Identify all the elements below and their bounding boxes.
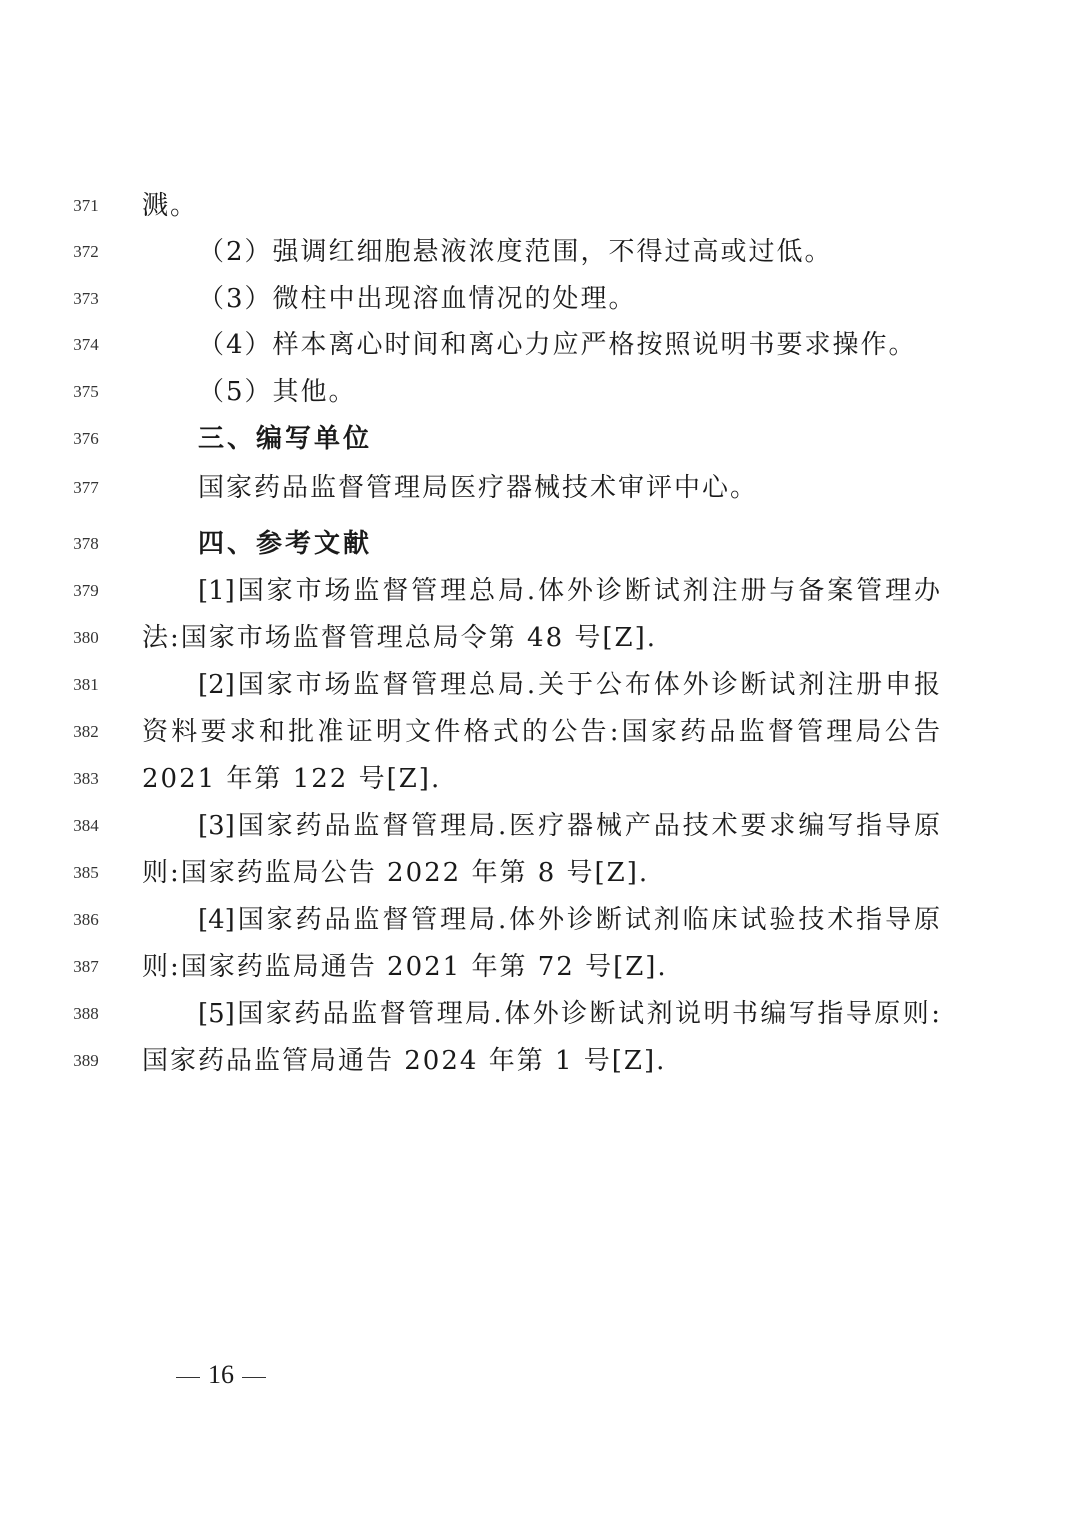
page-footer	[168, 1360, 274, 1390]
line-number: 387	[73, 957, 99, 976]
line-text: 2021 年第 122 号[Z].	[142, 764, 442, 794]
line-number: 371	[73, 196, 99, 215]
section-heading: 三、编写单位	[198, 424, 373, 454]
document-line	[0, 524, 1080, 564]
line-number: 389	[73, 1051, 99, 1070]
document-line	[0, 419, 1080, 459]
line-number: 372	[73, 242, 99, 261]
document-line	[0, 712, 1080, 752]
line-number: 385	[73, 863, 99, 882]
footer-dash-right	[242, 1377, 266, 1378]
document-line	[0, 618, 1080, 658]
line-text: （3）微柱中出现溶血情况的处理。	[198, 284, 637, 314]
line-number: 375	[73, 382, 99, 401]
document-line	[0, 665, 1080, 705]
document-line	[0, 759, 1080, 799]
reference-item: [3]国家药品监督管理局.医疗器械产品技术要求编写指导原	[198, 811, 940, 841]
line-text: 资料要求和批准证明文件格式的公告:国家药品监督管理局公告	[142, 717, 940, 747]
line-number: 383	[73, 769, 99, 788]
document-line	[0, 325, 1080, 365]
line-text: 法:国家市场监督管理总局令第 48 号[Z].	[142, 623, 657, 653]
line-text: 国家药品监督管理局医疗器械技术审评中心。	[198, 473, 759, 503]
document-line	[0, 571, 1080, 611]
line-number: 376	[73, 429, 99, 448]
document-line	[0, 806, 1080, 846]
line-text: 则:国家药监局公告 2022 年第 8 号[Z].	[142, 858, 650, 888]
line-number: 382	[73, 722, 99, 741]
line-number: 380	[73, 628, 99, 647]
document-line	[0, 853, 1080, 893]
page-number: 16	[208, 1360, 234, 1389]
document-line	[0, 900, 1080, 940]
document-line	[0, 468, 1080, 508]
document-line	[0, 232, 1080, 272]
line-number: 379	[73, 581, 99, 600]
line-text: （2）强调红细胞悬液浓度范围，不得过高或过低。	[198, 237, 833, 267]
document-line	[0, 947, 1080, 987]
line-text: 则:国家药监局通告 2021 年第 72 号[Z].	[142, 952, 668, 982]
reference-item: [5]国家药品监督管理局.体外诊断试剂说明书编写指导原则:	[198, 999, 940, 1029]
document-line	[0, 372, 1080, 412]
line-number: 386	[73, 910, 99, 929]
reference-item: [4]国家药品监督管理局.体外诊断试剂临床试验技术指导原	[198, 905, 940, 935]
reference-item: [2]国家市场监督管理总局.关于公布体外诊断试剂注册申报	[198, 670, 940, 700]
line-number: 381	[73, 675, 99, 694]
document-line	[0, 1041, 1080, 1081]
line-number: 377	[73, 478, 99, 497]
section-heading: 四、参考文献	[198, 529, 373, 559]
line-text: （5）其他。	[198, 377, 357, 407]
document-line	[0, 994, 1080, 1034]
line-number: 388	[73, 1004, 99, 1023]
document-line	[0, 279, 1080, 319]
line-text: 溅。	[142, 191, 199, 221]
line-number: 374	[73, 335, 99, 354]
line-text: 国家药品监管局通告 2024 年第 1 号[Z].	[142, 1046, 667, 1076]
reference-item: [1]国家市场监督管理总局.体外诊断试剂注册与备案管理办	[198, 576, 940, 606]
line-number: 384	[73, 816, 99, 835]
line-text: （4）样本离心时间和离心力应严格按照说明书要求操作。	[198, 330, 917, 360]
document-line	[0, 186, 1080, 226]
line-number: 373	[73, 289, 99, 308]
line-number: 378	[73, 534, 99, 553]
footer-dash-left	[176, 1377, 200, 1378]
